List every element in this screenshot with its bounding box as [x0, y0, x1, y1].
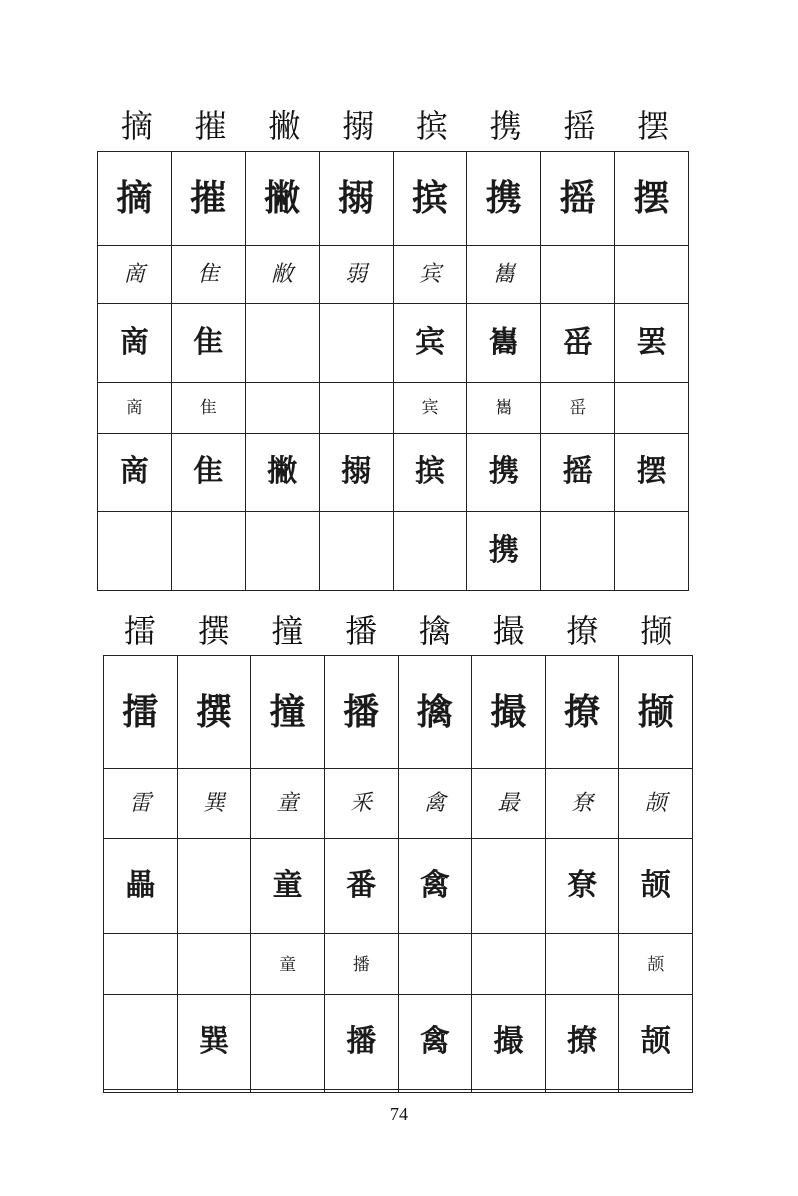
glyph-cell	[467, 433, 541, 512]
glyph-cell	[171, 152, 245, 246]
glyph-cell	[245, 304, 319, 383]
script-glyph: 啇	[119, 454, 150, 490]
glyph-cell	[545, 769, 619, 839]
script-glyph: 携	[485, 177, 522, 220]
column-header: 撞	[271, 612, 304, 650]
script-glyph: 最	[497, 790, 520, 816]
glyph-row	[104, 839, 693, 934]
glyph-cell	[393, 152, 467, 246]
script-glyph: 隹	[197, 261, 220, 287]
script-glyph: 擂	[122, 691, 159, 734]
script-glyph: 颉	[644, 790, 667, 816]
script-glyph: 䍃	[569, 398, 587, 419]
glyph-row	[104, 995, 693, 1090]
glyph-cell	[251, 839, 325, 934]
glyph-cell	[177, 839, 251, 934]
glyph-row	[98, 152, 689, 246]
glyph-cell	[324, 1089, 398, 1092]
script-glyph: 撷	[637, 691, 674, 734]
column-header: 播	[345, 612, 378, 650]
glyph-cell	[541, 152, 615, 246]
glyph-cell	[98, 245, 172, 303]
script-glyph: 播	[352, 954, 370, 975]
glyph-cell	[615, 152, 689, 246]
glyph-cell	[619, 934, 693, 995]
script-glyph: 巽	[198, 1024, 229, 1060]
glyph-cell	[324, 839, 398, 934]
glyph-cell	[319, 304, 393, 383]
glyph-cell	[251, 1089, 325, 1092]
glyph-cell	[98, 152, 172, 246]
script-glyph: 䍃	[562, 325, 593, 361]
glyph-cell	[319, 152, 393, 246]
script-glyph: 隹	[193, 325, 224, 361]
glyph-cell	[619, 995, 693, 1090]
glyph-cell	[104, 1089, 178, 1092]
glyph-cell	[251, 934, 325, 995]
glyph-cell	[541, 433, 615, 512]
glyph-cell	[98, 512, 172, 591]
glyph-cell	[541, 382, 615, 433]
glyph-cell	[104, 995, 178, 1090]
glyph-cell	[171, 245, 245, 303]
glyph-cell	[319, 382, 393, 433]
script-glyph: 播	[343, 691, 380, 734]
glyph-cell	[545, 995, 619, 1090]
table2-glyph-grid	[103, 655, 693, 1093]
glyph-row	[98, 382, 689, 433]
glyph-cell	[467, 152, 541, 246]
glyph-cell	[98, 433, 172, 512]
script-glyph: 携	[488, 454, 519, 490]
glyph-cell	[541, 512, 615, 591]
glyph-cell	[615, 245, 689, 303]
glyph-cell	[104, 769, 178, 839]
script-glyph: 搦	[338, 177, 375, 220]
glyph-cell	[619, 656, 693, 769]
script-glyph: 颉	[640, 1024, 671, 1060]
script-glyph: 摧	[190, 177, 227, 220]
glyph-cell	[619, 769, 693, 839]
column-header: 撷	[640, 612, 673, 650]
script-glyph: 釆	[350, 790, 373, 816]
script-glyph: 啇	[125, 398, 143, 419]
script-glyph: 敝	[271, 261, 294, 287]
glyph-cell	[393, 304, 467, 383]
script-glyph: 携	[488, 533, 519, 569]
glyph-cell	[171, 382, 245, 433]
glyph-cell	[467, 304, 541, 383]
glyph-cell	[393, 433, 467, 512]
glyph-row	[104, 934, 693, 995]
script-glyph: 巂	[495, 398, 513, 419]
script-glyph: 搦	[341, 454, 372, 490]
column-header: 擂	[123, 612, 156, 650]
script-glyph: 摇	[559, 177, 596, 220]
script-glyph: 颉	[640, 868, 671, 904]
script-glyph: 隹	[193, 454, 224, 490]
script-glyph: 宾	[418, 261, 441, 287]
script-glyph: 擒	[416, 691, 453, 734]
glyph-cell	[177, 995, 251, 1090]
glyph-cell	[171, 512, 245, 591]
script-glyph: 童	[276, 790, 299, 816]
script-glyph: 啇	[123, 261, 146, 287]
column-header: 摆	[637, 107, 670, 145]
script-glyph: 隹	[199, 398, 217, 419]
table1-header-row	[100, 106, 690, 146]
column-header: 摇	[563, 107, 596, 145]
script-glyph: 罢	[636, 325, 667, 361]
glyph-cell	[177, 769, 251, 839]
glyph-cell	[619, 1089, 693, 1092]
column-header: 摧	[194, 107, 227, 145]
glyph-cell	[472, 934, 546, 995]
script-glyph: 撮	[493, 1024, 524, 1060]
glyph-cell	[467, 512, 541, 591]
glyph-cell	[324, 769, 398, 839]
column-header: 撇	[268, 107, 301, 145]
glyph-cell	[104, 934, 178, 995]
glyph-cell	[472, 839, 546, 934]
glyph-cell	[104, 839, 178, 934]
glyph-cell	[319, 433, 393, 512]
glyph-cell	[545, 656, 619, 769]
glyph-cell	[245, 245, 319, 303]
script-glyph: 摘	[116, 177, 153, 220]
glyph-cell	[104, 656, 178, 769]
glyph-cell	[398, 769, 472, 839]
script-glyph: 禽	[423, 790, 446, 816]
table1-glyph-grid	[97, 151, 689, 591]
glyph-row	[98, 512, 689, 591]
glyph-cell	[615, 512, 689, 591]
script-glyph: 巂	[488, 325, 519, 361]
glyph-cell	[398, 995, 472, 1090]
script-glyph: 摈	[411, 177, 448, 220]
column-header: 撰	[197, 612, 230, 650]
column-header: 撮	[492, 612, 525, 650]
glyph-cell	[615, 433, 689, 512]
glyph-cell	[393, 382, 467, 433]
script-glyph: 撰	[195, 691, 232, 734]
glyph-cell	[171, 433, 245, 512]
script-glyph: 宾	[421, 398, 439, 419]
script-glyph: 畾	[125, 868, 156, 904]
glyph-row	[104, 769, 693, 839]
glyph-cell	[472, 656, 546, 769]
script-glyph: 撇	[267, 454, 298, 490]
script-glyph: 播	[346, 1024, 377, 1060]
glyph-cell	[324, 995, 398, 1090]
glyph-cell	[319, 245, 393, 303]
glyph-cell	[472, 769, 546, 839]
table2-header-row	[103, 611, 693, 651]
script-glyph: 禽	[419, 1024, 450, 1060]
column-header: 携	[489, 107, 522, 145]
script-glyph: 啇	[119, 325, 150, 361]
column-header: 摘	[120, 107, 153, 145]
glyph-cell	[398, 656, 472, 769]
glyph-cell	[541, 304, 615, 383]
script-glyph: 童	[279, 954, 297, 975]
glyph-cell	[98, 382, 172, 433]
glyph-cell	[245, 512, 319, 591]
script-glyph: 摆	[633, 177, 670, 220]
glyph-cell	[467, 382, 541, 433]
glyph-cell	[245, 152, 319, 246]
script-glyph: 禽	[419, 868, 450, 904]
glyph-cell	[398, 934, 472, 995]
script-glyph: 童	[272, 868, 303, 904]
script-glyph: 撩	[564, 691, 601, 734]
glyph-cell	[615, 382, 689, 433]
script-glyph: 撮	[490, 691, 527, 734]
script-glyph: 摇	[562, 454, 593, 490]
glyph-cell	[171, 304, 245, 383]
glyph-cell	[324, 656, 398, 769]
column-header: 撩	[566, 612, 599, 650]
glyph-cell	[541, 245, 615, 303]
glyph-cell	[251, 995, 325, 1090]
glyph-cell	[619, 839, 693, 934]
glyph-cell	[245, 382, 319, 433]
glyph-cell	[545, 934, 619, 995]
script-glyph: 弱	[345, 261, 368, 287]
script-glyph: 摆	[636, 454, 667, 490]
script-glyph: 撇	[264, 177, 301, 220]
script-glyph: 摈	[414, 454, 445, 490]
glyph-row	[98, 433, 689, 512]
script-glyph: 撩	[567, 1024, 598, 1060]
script-glyph: 尞	[571, 790, 594, 816]
glyph-cell	[393, 245, 467, 303]
page-number: 74	[390, 1104, 408, 1124]
glyph-cell	[251, 656, 325, 769]
glyph-cell	[545, 1089, 619, 1092]
glyph-row	[98, 245, 689, 303]
glyph-cell	[472, 1089, 546, 1092]
script-glyph: 巂	[492, 261, 515, 287]
glyph-cell	[393, 512, 467, 591]
column-header: 擒	[418, 612, 451, 650]
column-header: 摈	[415, 107, 448, 145]
glyph-cell	[177, 934, 251, 995]
glyph-cell	[545, 839, 619, 934]
glyph-cell	[324, 934, 398, 995]
script-glyph: 宾	[414, 325, 445, 361]
script-glyph: 番	[346, 868, 377, 904]
glyph-cell	[467, 245, 541, 303]
script-glyph: 雷	[129, 790, 152, 816]
script-glyph: 巽	[202, 790, 225, 816]
script-glyph: 撞	[269, 691, 306, 734]
glyph-row	[104, 656, 693, 769]
script-glyph: 颉	[647, 954, 665, 975]
glyph-cell	[245, 433, 319, 512]
glyph-cell	[98, 304, 172, 383]
glyph-cell	[177, 1089, 251, 1092]
glyph-cell	[398, 1089, 472, 1092]
glyph-cell	[472, 995, 546, 1090]
glyph-cell	[177, 656, 251, 769]
glyph-cell	[251, 769, 325, 839]
glyph-cell	[398, 839, 472, 934]
glyph-row	[104, 1089, 693, 1092]
script-glyph: 尞	[567, 868, 598, 904]
glyph-row	[98, 304, 689, 383]
glyph-cell	[615, 304, 689, 383]
column-header: 搦	[342, 107, 375, 145]
glyph-cell	[319, 512, 393, 591]
